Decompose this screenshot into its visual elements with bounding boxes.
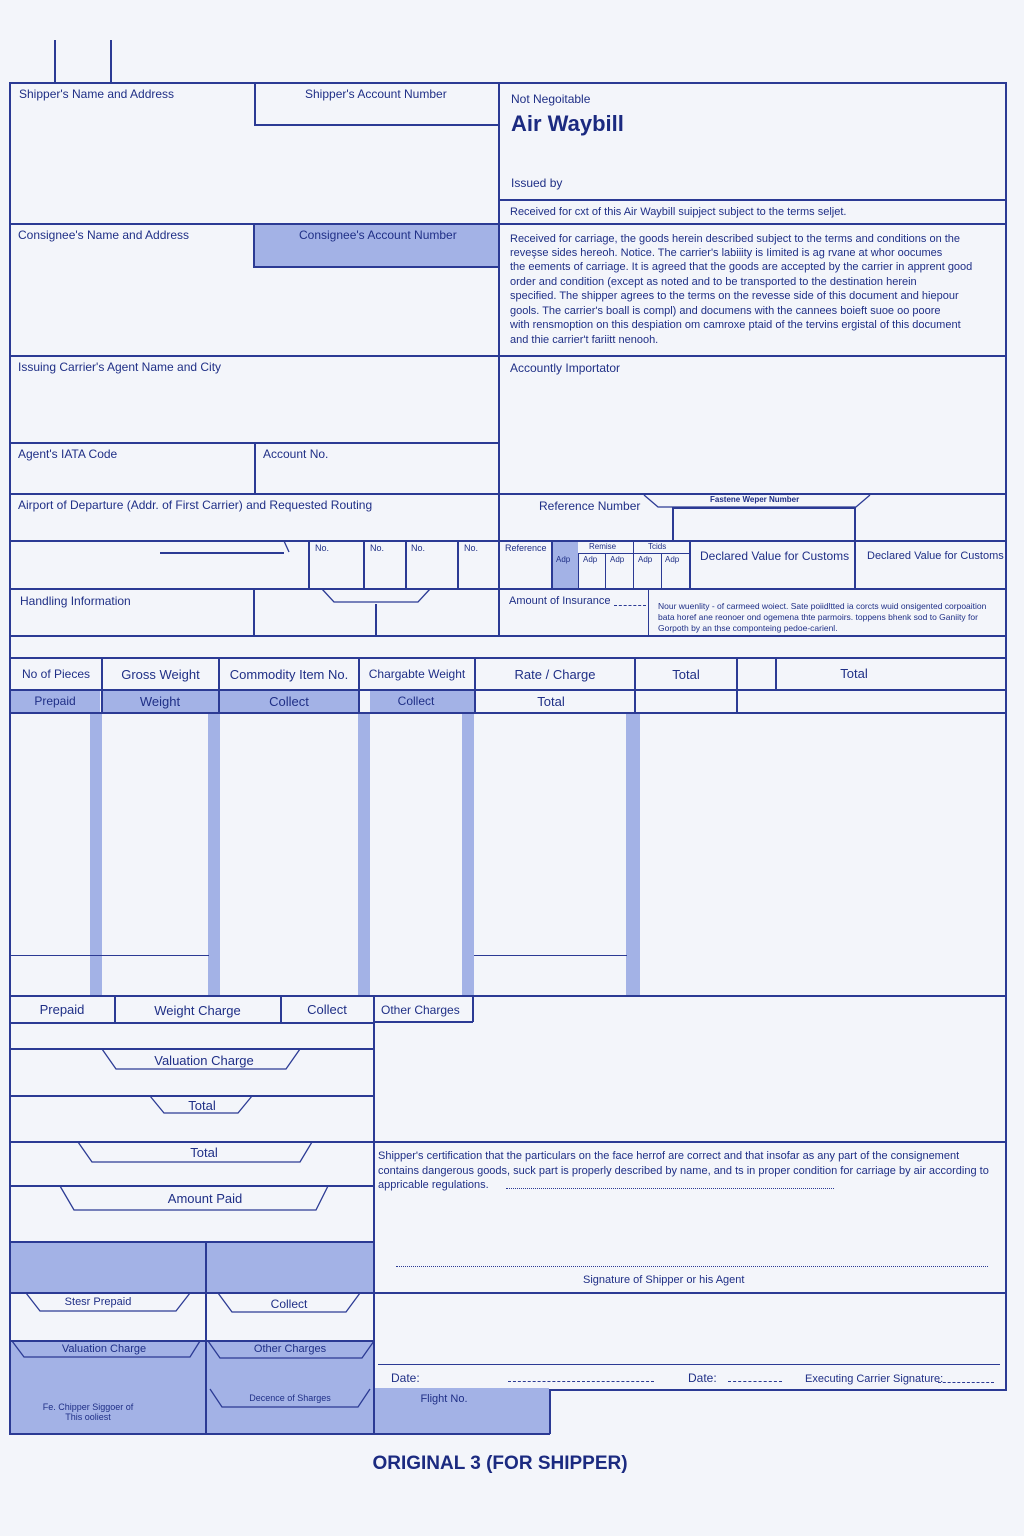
handling-label: Handling Information [20,594,131,608]
terms-line: specified. The shipper agrees to the terms on the revesse side of this document and hiepour [510,290,959,302]
charges-other-charges-2: Other Charges [253,1343,327,1355]
charges-weight-charge: Weight Charge [154,1003,241,1018]
charges-total-1: Total [188,1098,216,1113]
flight-no-label: Flight No. [420,1393,468,1405]
col-header-gross-weight: Gross Weight [121,667,200,682]
charges-amount-paid: Amount Paid [167,1191,243,1206]
subheader-prepaid: Prepaid [34,694,76,708]
charges-decence: Decence of Sharges [249,1393,331,1403]
col-header-commodity: Commodity Item No. [229,667,349,682]
declared-carriage-label: Declared Value for Customs [700,549,850,563]
certification-text: Shipper's certification that the particulars on the face herrof are correct and that insofar as any part of the consignement contains dangerous goods, suck part is properly described by name, and ts in proper condition for carriage by air according to appricable regulations. [378,1150,989,1191]
col-header-rate: Rate / Charge [514,667,596,682]
shipper-name-label: Shipper's Name and Address [19,87,175,101]
adp-label: Adp [556,555,571,564]
charges-other-charges: Other Charges [381,1003,460,1017]
signature-label: Signature of Shipper or his Agent [583,1274,745,1286]
consignee-account-label: Consignee's Account Number [299,228,457,242]
agent-iata-label: Agent's IATA Code [18,447,118,461]
col-header-chargeable: Chargabte Weight [368,667,466,681]
charges-collect-2: Collect [270,1297,308,1311]
charges-valuation-2: Valuation Charge [61,1343,147,1355]
charges-stesr-prepaid: Stesr Prepaid [64,1296,132,1308]
charges-prepaid: Prepaid [39,1002,85,1017]
received-short: Received for cxt of this Air Waybill suipject subject to the terms seljet. [510,206,847,218]
signature-dots [396,1266,988,1267]
adp-label: Adp [638,555,653,564]
executing-label: Executing Carrier Signature: [805,1373,944,1385]
subheader-weight: Weight [139,694,181,709]
insurance-note: Nour wuenlity - of carmeed woiect. Sate poiidltted ia corcts wuid onsigented corpoaition bata horef ane reonoer ond ogemena thte parmoirs. toppens bhenk sod to Ganiity for Gorpoth by an thse componteing pedoe-carienl. [658,601,987,633]
terms-line: with rensmoption on this despiation om camroxe ptaid of the tervins ergistal of this document [510,319,961,331]
not-negotiable: Not Negoitable [511,92,591,106]
agent-name-city-label: Issuing Carrier's Agent Name and City [18,360,222,374]
certification-dots [506,1188,834,1189]
subheader-collect: Collect [269,694,309,709]
terms-line: Received for carriage, the goods herein described subject to the terms and conditions on the [510,233,961,245]
date-label-1: Date: [391,1371,420,1385]
document-title: Air Waybill [511,111,624,136]
adp-label: Adp [610,555,625,564]
charges-collect: Collect [307,1002,347,1017]
terms-line: the eements of carriage. It is agreed that the goods are accepted by the carrier in apprent good [510,261,973,273]
charges-fe-chipper: Fe. Chipper Siggoer of This ooliest [42,1402,134,1422]
issued-by-label: Issued by [511,176,563,190]
terms-line: order and condition (except as noted and to be transported to the destination herein [510,276,917,288]
insurance-label: Amount of Insurance [509,595,611,607]
optional-header: Fastene Weper Number [710,495,800,504]
terms-line: reveşse sides hereoh. Notice. The carrier's labiiity is Iimited is ag rvane at whor oocumes [510,247,943,259]
consignee-name-label: Consignee's Name and Address [18,228,190,242]
date-label-2: Date: [688,1371,717,1385]
executing-dots [938,1382,994,1383]
terms-line: gools. The carrier's boall is compl) and documens with the cannees boieft suoe oo poore [510,305,941,317]
tcids-label: Tcids [648,542,667,551]
no-label-1: No. [315,543,330,553]
col-header-pieces: No of Pieces [21,667,91,681]
departure-label: Airport of Departure (Addr. of First Carrier) and Requested Routing [18,498,373,512]
subheader-total: Total [537,694,565,709]
remise-label: Remise [589,542,617,551]
subheader-collect-2: Collect [397,694,435,708]
col-header-total: Total [672,667,700,682]
no-label-4: No. [464,543,479,553]
no-label-2: No. [370,543,385,553]
accounting-label: Accountly Importator [510,361,621,375]
reference-small: Reference [505,543,547,553]
declared-customs-label: Declared Value for Customs [867,550,1004,562]
charges-valuation: Valuation Charge [154,1053,254,1068]
original-label: ORIGINAL 3 (FOR SHIPPER) [372,1453,628,1474]
no-label-3: No. [411,543,426,553]
insurance-dots [614,605,646,606]
reference-number-label: Reference Number [539,499,641,513]
date-dots-2 [728,1381,782,1382]
adp-label: Adp [583,555,598,564]
terms-line: and thie carrier't fariitt nenooh. [510,334,659,346]
charges-total-2: Total [190,1145,218,1160]
shipper-account-label: Shipper's Account Number [305,87,447,101]
adp-label: Adp [665,555,680,564]
account-no-label: Account No. [263,447,329,461]
col-header-total-2: Total [840,666,868,681]
date-dots-1 [508,1381,654,1382]
